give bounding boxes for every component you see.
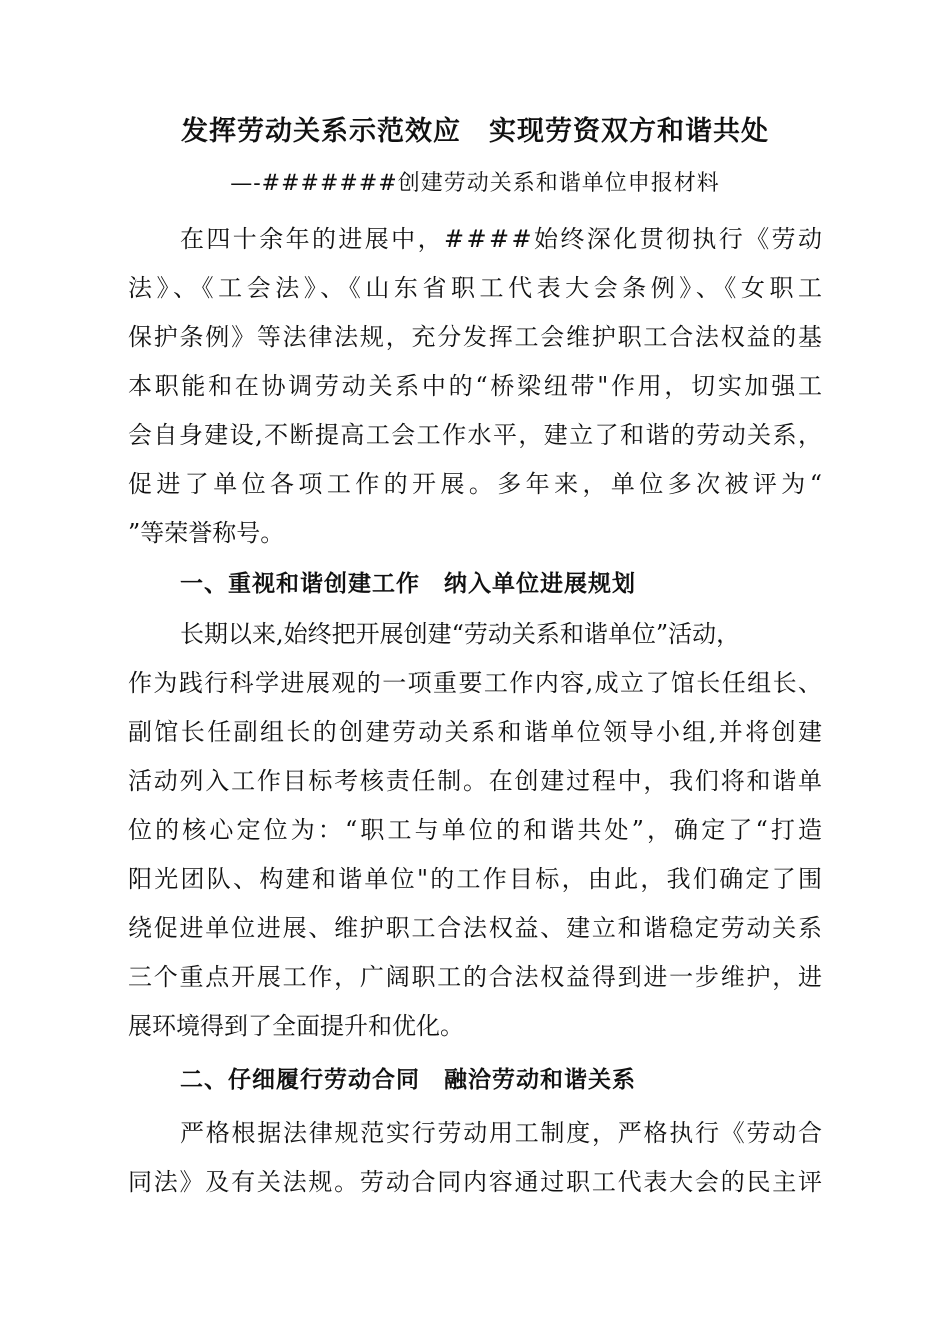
paragraph-line: 三个重点开展工作，广阔职工的合法权益得到进一步维护，进 bbox=[128, 963, 824, 991]
paragraph-line: 活动列入工作目标考核责任制。在创建过程中，我们将和谐单 bbox=[128, 767, 824, 795]
paragraph-line: 本职能和在协调劳动关系中的“桥梁纽带"作用，切实加强工 bbox=[128, 372, 825, 400]
document-title: 发挥劳动关系示范效应 实现劳资双方和谐共处 bbox=[181, 116, 769, 147]
paragraph-line: 促进了单位各项工作的开展。多年来，单位多次被评为“ bbox=[128, 470, 827, 498]
paragraph-line: 位的核心定位为：“职工与单位的和谐共处”，确定了“打造 bbox=[128, 816, 826, 844]
paragraph-line: 长期以来,始终把开展创建“劳动关系和谐单位”活动， bbox=[180, 620, 741, 648]
paragraph-line: 同法》及有关法规。劳动合同内容通过职工代表大会的民主评 bbox=[128, 1168, 824, 1196]
section-heading: 一、重视和谐创建工作 纳入单位进展规划 bbox=[180, 571, 636, 597]
paragraph-line: 绕促进单位进展、维护职工合法权益、建立和谐稳定劳动关系 bbox=[128, 914, 824, 942]
paragraph-line: 作为践行科学进展观的一项重要工作内容,成立了馆长任组长、 bbox=[128, 669, 824, 697]
paragraph-line: 严格根据法律规范实行劳动用工制度，严格执行《劳动合 bbox=[180, 1119, 824, 1147]
section-heading: 二、仔细履行劳动合同 融洽劳动和谐关系 bbox=[180, 1067, 636, 1093]
paragraph-line: 法》、《工会法》、《山东省职工代表大会条例》、《女职工 bbox=[128, 274, 827, 302]
paragraph-line: 在四十余年的进展中，####始终深化贯彻执行《劳动 bbox=[180, 225, 825, 253]
paragraph-line: 阳光团队、构建和谐单位"的工作目标，由此，我们确定了围 bbox=[128, 865, 825, 893]
document-subtitle: —-#######创建劳动关系和谐单位申报材料 bbox=[230, 171, 720, 196]
paragraph-line: 展环境得到了全面提升和优化。 bbox=[128, 1012, 464, 1040]
paragraph-line: 副馆长任副组长的创建劳动关系和谐单位领导小组,并将创建 bbox=[128, 718, 825, 746]
paragraph-line: ”等荣誉称号。 bbox=[128, 519, 285, 547]
paragraph-line: 会自身建设,不断提高工会工作水平，建立了和谐的劳动关系， bbox=[128, 421, 824, 449]
paragraph-line: 保护条例》等法律法规，充分发挥工会维护职工合法权益的基 bbox=[128, 323, 824, 351]
